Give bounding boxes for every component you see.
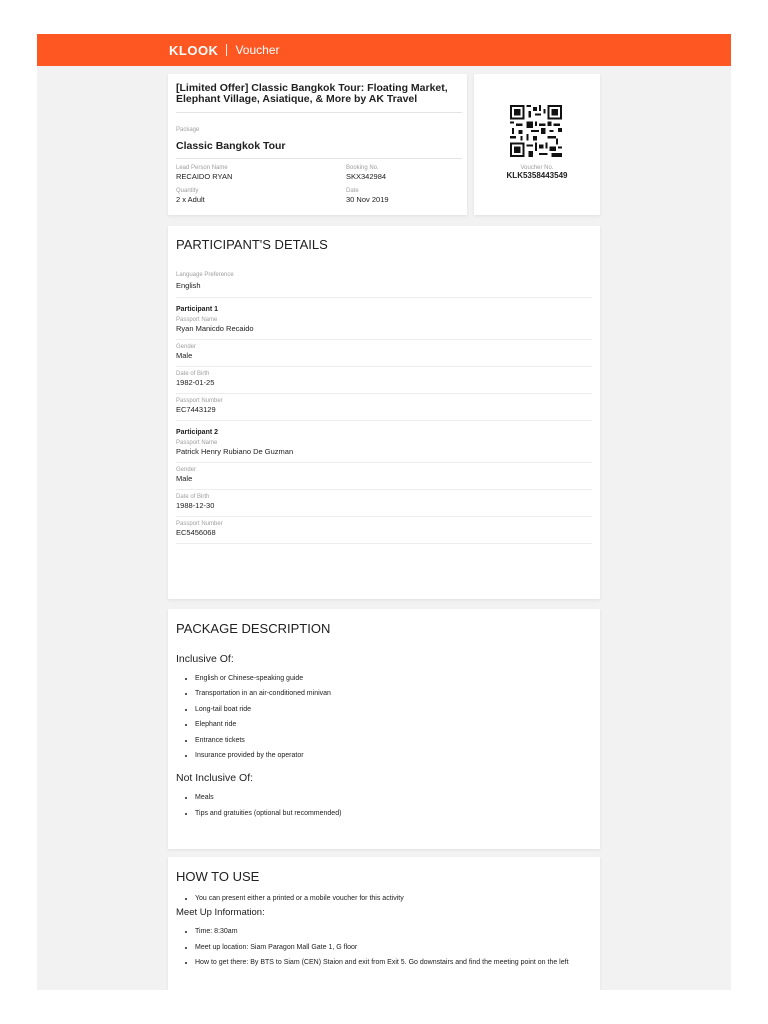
divider <box>176 158 462 159</box>
list-item: • Meet up location: Siam Paragon Mall Gate 1, G floor <box>195 940 592 955</box>
participant-heading: Participant 2 <box>176 429 219 436</box>
how-to-use-list <box>176 891 592 906</box>
participant-field <box>176 490 592 517</box>
participant-field <box>176 313 592 340</box>
divider <box>176 112 462 113</box>
participant-field <box>176 517 592 544</box>
header-title: Voucher <box>235 43 280 57</box>
header-bar <box>37 34 731 66</box>
not-inclusive-list <box>176 790 592 821</box>
voucher-no-label: Voucher No. <box>520 165 554 171</box>
tour-title: [Limited Offer] Classic Bangkok Tour: Floating Market, Elephant Village, Asiatique, & More by AK Travel <box>176 82 448 105</box>
field-label: Passport Name <box>176 440 218 446</box>
field-value: 1982-01-25 <box>176 378 215 387</box>
package-label: Package <box>176 127 200 133</box>
field-label: Passport Number <box>176 521 223 527</box>
participants-card <box>168 226 600 599</box>
date-value: 30 Nov 2019 <box>346 195 389 204</box>
list-item: • Elephant ride <box>195 717 592 732</box>
list-item: • Tips and gratuities (optional but recommended) <box>195 806 592 821</box>
booking-no-label: Booking No. <box>346 165 379 171</box>
participant-field <box>176 367 592 394</box>
how-to-use-card <box>168 857 600 990</box>
inclusive-title: Inclusive Of: <box>176 653 234 665</box>
lead-person-value: RECAIDO RYAN <box>176 172 233 181</box>
package-description-card <box>168 609 600 849</box>
field-label: Date of Birth <box>176 371 210 377</box>
field-value: 1988-12-30 <box>176 501 215 510</box>
date-label: Date <box>346 188 359 194</box>
participant-heading: Participant 1 <box>176 306 219 313</box>
quantity-label: Quantity <box>176 188 199 194</box>
list-item: • Insurance provided by the operator <box>195 748 592 763</box>
field-value: Male <box>176 351 193 360</box>
participant-field <box>176 436 592 463</box>
field-label: Passport Name <box>176 317 218 323</box>
language-field <box>176 266 592 298</box>
participants-list <box>176 298 592 544</box>
list-item: • Time: 8:30am <box>195 924 592 939</box>
participant-field <box>176 394 592 421</box>
field-value: Ryan Manicdo Recaido <box>176 324 254 333</box>
list-item: • Transportation in an air-conditioned minivan <box>195 686 592 701</box>
meetup-title: Meet Up Information: <box>176 907 265 919</box>
list-item: • Meals <box>195 790 592 805</box>
field-value: EC5456068 <box>176 528 216 537</box>
list-item: • Entrance tickets <box>195 733 592 748</box>
participant-field <box>176 463 592 490</box>
meetup-list <box>176 924 592 970</box>
voucher-page <box>37 34 731 990</box>
language-label: Language Preference <box>176 272 234 278</box>
participant-field <box>176 340 592 367</box>
booking-no-value: SKX342984 <box>346 172 387 181</box>
package-name: Classic Bangkok Tour <box>176 140 286 152</box>
list-item: • Long-tail boat ride <box>195 702 592 717</box>
package-description-title: PACKAGE DESCRIPTION <box>176 621 331 636</box>
voucher-no-value: KLK5358443549 <box>506 171 568 180</box>
participants-title: PARTICIPANT'S DETAILS <box>176 237 328 252</box>
language-value: English <box>176 281 201 290</box>
klook-logo: KLOOK <box>169 42 219 58</box>
booking-card <box>168 74 467 215</box>
field-label: Date of Birth <box>176 494 210 500</box>
field-value: Male <box>176 474 193 483</box>
quantity-value: 2 x Adult <box>176 195 205 204</box>
inclusive-list <box>176 671 592 763</box>
field-label: Gender <box>176 467 197 473</box>
list-item: • You can present either a printed or a mobile voucher for this activity <box>195 891 592 906</box>
field-label: Gender <box>176 344 197 350</box>
field-value: EC7443129 <box>176 405 216 414</box>
not-inclusive-title: Not Inclusive Of: <box>176 772 254 785</box>
list-item: • English or Chinese-speaking guide <box>195 671 592 686</box>
how-to-use-title: HOW TO USE <box>176 869 260 884</box>
list-item: • How to get there: By BTS to Siam (CEN) Staion and exit from Exit 5. Go downstairs and find the meeting point on the left <box>195 955 592 970</box>
header-divider <box>226 44 227 56</box>
field-label: Passport Number <box>176 398 223 404</box>
field-value: Patrick Henry Rubiano De Guzman <box>176 447 294 456</box>
qr-code-icon <box>510 105 562 157</box>
voucher-card <box>474 74 600 215</box>
lead-person-label: Lead Person Name <box>176 165 228 171</box>
